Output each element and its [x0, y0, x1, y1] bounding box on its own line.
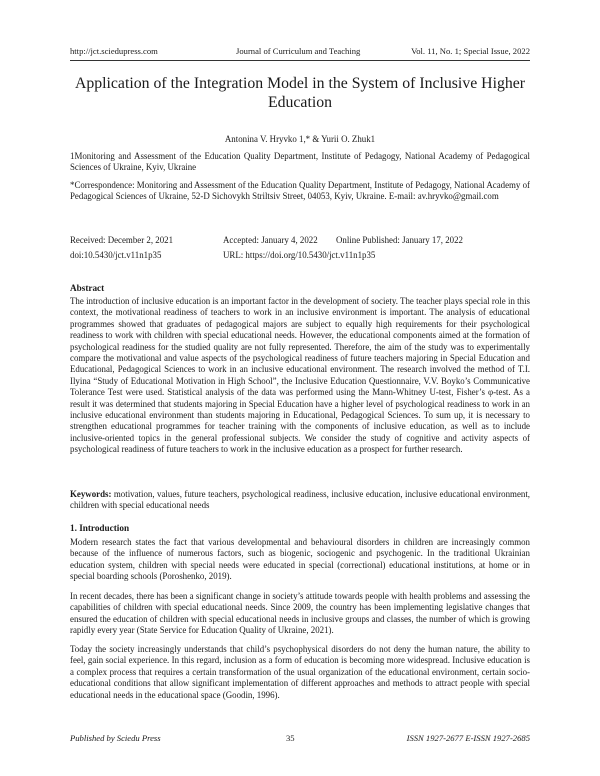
correspondence: *Correspondence: Monitoring and Assessment of the Education Quality Department, Institute of Pedagogy, National Academy of Pedagogical Sciences of Ukraine, 52-D Sichovykh Striltsiv Street, 04053, Kyiv, Ukraine. E-mail: av.hryvko@gmail.com: [70, 180, 530, 202]
paragraph: In recent decades, there has been a significant change in society’s attitude towards people with health problems and assessing the capabilities of children with special educational needs. Since 2009, the country has been implementing legislative changes that ensured the education of children with special educational needs in inclusive groups and classes, the number of which is growing rapidly every year (State Service for Education Quality of Ukraine, 2021).: [70, 591, 530, 636]
keywords: [70, 489, 530, 512]
paper-title: Application of the Integration Model in the System of Inclusive Higher Education: [74, 75, 526, 111]
affiliation: 1Monitoring and Assessment of the Education Quality Department, Institute of Pedagogy, National Academy of Pedagogical Sciences of Ukraine, Kyiv, Ukraine: [70, 151, 530, 173]
journal-name: Journal of Curriculum and Teaching: [236, 46, 361, 56]
running-header: [70, 46, 530, 61]
abstract-text: The introduction of inclusive education is an important factor in the development of society. The teacher plays special role in this context, the motivational readiness of teachers to work in an inclusive environment is important. The analysis of educational programmes showed that graduates of pedagogical majors are subject to equally high requirements for their psychological readiness to work with children with special educational needs. However, the educational components aimed at the formation of psychological readiness for the studied quality are not fully represented. Therefore, the aim of the study was to experimentally compare the motivational and value aspects of the psychological readiness of future teachers majoring in Special Education and Educational, Pedagogical Sciences to work in an inclusive educational environment. The research involved the method of T.I. Ilyina “Study of Educational Motivation in High School”, the Inclusive Education Questionnaire, V.V. Boyko’s Communicative Tolerance Test were used. Statistical analysis of the data was performed using the Mann-Whitney U-test, Fisher’s φ-test. As a result it was determined that students majoring in Special Education have a higher level of psychological readiness to work in an inclusive educational environment than students majoring in Educational, Pedagogical Sciences. To sum up, it is necessary to strengthen educational programmes for teacher training with the components of inclusive education, as well as to include inclusive-oriented topics in the general professional subjects. We consider the study of cognitive and activity aspects of psychological readiness of future teachers to work in the inclusive education as a prospect for further research.: [70, 296, 530, 455]
journal-url[interactable]: http://jct.sciedupress.com: [70, 46, 158, 56]
published-date: Online Published: January 17, 2022: [336, 235, 463, 245]
received-date: Received: December 2, 2021: [70, 235, 174, 245]
section-heading-introduction: 1. Introduction: [70, 523, 130, 533]
keywords-text: motivation, values, future teachers, psychological readiness, inclusive education, inclusive educational environment, children with special educational needs: [70, 489, 530, 511]
accepted-date: Accepted: January 4, 2022: [223, 235, 318, 245]
authors: Antonina V. Hryvko 1,* & Yurii O. Zhuk1: [224, 134, 376, 144]
paragraph: Modern research states the fact that various developmental and behavioural disorders in children are increasingly common because of the influence of numerous factors, such as biogenic, sociogenic and psychogenic. In the traditional Ukrainian education system, children with special needs were educated in special (correctional) educational institutions, at home or in special boarding schools (Poroshenko, 2019).: [70, 537, 530, 582]
paragraph: Today the society increasingly understands that child’s psychophysical disorders do not deny the human nature, the ability to feel, gain social experience. In this regard, inclusion as a form of education is becoming more widespread. Inclusive education is a complex process that requires a certain transformation of the usual organization of the educational environment, certain socio-educational conditions that allow significant implementation of different approaches and methods to attract people with special educational needs in the educational space (Goodin, 1996).: [70, 644, 530, 700]
doi-url[interactable]: URL: https://doi.org/10.5430/jct.v11n1p35: [223, 250, 376, 260]
publisher: Published by Sciedu Press: [70, 733, 161, 743]
volume-info: Vol. 11, No. 1; Special Issue, 2022: [411, 46, 530, 56]
page-number: 35: [286, 733, 295, 743]
keywords-label: Keywords:: [70, 489, 112, 499]
abstract-heading: Abstract: [70, 283, 105, 293]
issn: ISSN 1927-2677 E-ISSN 1927-2685: [406, 733, 530, 743]
doi[interactable]: doi:10.5430/jct.v11n1p35: [70, 250, 162, 260]
